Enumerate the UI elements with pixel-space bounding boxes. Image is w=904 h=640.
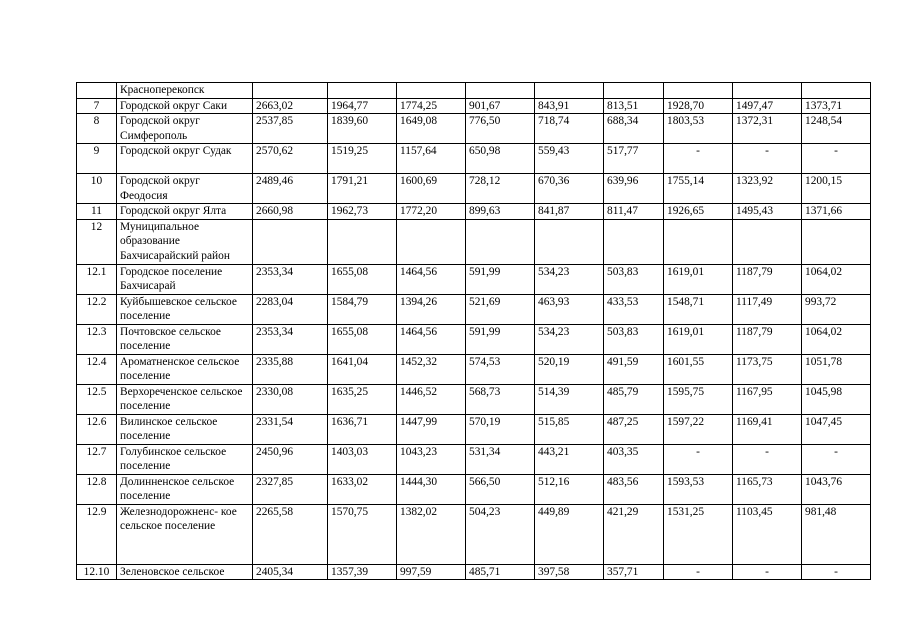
value-cell: 1248,54 [802,114,871,144]
value-cell: 1570,75 [328,504,397,564]
table-row [77,324,871,354]
value-cell: 1755,14 [664,174,733,204]
value-cell: 534,23 [535,324,604,354]
row-number-cell: 12.2 [77,294,117,324]
row-number-cell: 12.10 [77,564,117,580]
value-cell: 503,83 [604,264,664,294]
row-number-cell: 12.7 [77,444,117,474]
value-cell [397,219,466,264]
table-row [77,414,871,444]
value-cell: 1372,31 [733,114,802,144]
value-cell: 2353,34 [253,264,328,294]
value-cell: 1157,64 [397,144,466,174]
value-cell: 591,99 [466,324,535,354]
value-cell: 718,74 [535,114,604,144]
row-number-cell: 7 [77,98,117,114]
value-cell: 1117,49 [733,294,802,324]
value-cell: 997,59 [397,564,466,580]
value-cell [733,219,802,264]
value-cell: 1548,71 [664,294,733,324]
value-cell: 1403,03 [328,444,397,474]
value-cell: 1043,23 [397,444,466,474]
value-cell: 512,16 [535,474,604,504]
value-cell: 566,50 [466,474,535,504]
value-cell: 2265,58 [253,504,328,564]
value-cell: 487,25 [604,414,664,444]
value-cell: 1357,39 [328,564,397,580]
value-cell: 2660,98 [253,204,328,220]
municipality-name-cell: Городской округ Саки [117,98,253,114]
value-cell: - [733,144,802,174]
value-cell: 1600,69 [397,174,466,204]
value-cell: 1641,04 [328,354,397,384]
municipality-name-cell: Вилинское сельское поселение [117,414,253,444]
value-cell: 2663,02 [253,98,328,114]
table-row [77,264,871,294]
value-cell: 491,59 [604,354,664,384]
value-cell [535,219,604,264]
value-cell: 1045,98 [802,384,871,414]
value-cell: 403,35 [604,444,664,474]
value-cell: 1619,01 [664,264,733,294]
value-cell [802,83,871,99]
value-cell: 1774,25 [397,98,466,114]
value-cell: 981,48 [802,504,871,564]
value-cell: 1636,71 [328,414,397,444]
value-cell [664,219,733,264]
value-cell: 517,77 [604,144,664,174]
table-row [77,564,871,580]
value-cell: 1519,25 [328,144,397,174]
value-cell [397,83,466,99]
value-cell: 1371,66 [802,204,871,220]
municipality-name-cell: Зеленовское сельское [117,564,253,580]
table-row [77,294,871,324]
value-cell: 421,29 [604,504,664,564]
value-cell: 2353,34 [253,324,328,354]
value-cell: 1064,02 [802,264,871,294]
value-cell: - [664,564,733,580]
value-cell: 1446,52 [397,384,466,414]
value-cell: 2450,96 [253,444,328,474]
value-cell: 574,53 [466,354,535,384]
row-number-cell: 12.4 [77,354,117,384]
value-cell: 2283,04 [253,294,328,324]
value-cell: 449,89 [535,504,604,564]
value-cell: 503,83 [604,324,664,354]
value-cell: - [733,564,802,580]
value-cell: 531,34 [466,444,535,474]
value-cell: 2570,62 [253,144,328,174]
value-cell: 1444,30 [397,474,466,504]
value-cell: 728,12 [466,174,535,204]
value-cell: 1169,41 [733,414,802,444]
row-number-cell: 12.9 [77,504,117,564]
row-number-cell: 12.3 [77,324,117,354]
value-cell: 520,19 [535,354,604,384]
value-cell: 1584,79 [328,294,397,324]
value-cell [535,83,604,99]
value-cell: 1043,76 [802,474,871,504]
value-cell: - [802,144,871,174]
value-cell: - [664,144,733,174]
value-cell [604,219,664,264]
value-cell: 1928,70 [664,98,733,114]
value-cell: 570,19 [466,414,535,444]
municipality-name-cell: Городское поселение Бахчисарай [117,264,253,294]
table-row [77,144,871,174]
table-row [77,204,871,220]
row-number-cell: 11 [77,204,117,220]
value-cell: - [664,444,733,474]
value-cell: 650,98 [466,144,535,174]
table-body [77,83,871,580]
value-cell: 515,85 [535,414,604,444]
value-cell [328,219,397,264]
value-cell: - [733,444,802,474]
value-cell: 1187,79 [733,264,802,294]
value-cell: 1200,15 [802,174,871,204]
value-cell: 1964,77 [328,98,397,114]
row-number-cell: 12 [77,219,117,264]
value-cell: 2405,34 [253,564,328,580]
value-cell [328,83,397,99]
value-cell: 1791,21 [328,174,397,204]
value-cell: 1619,01 [664,324,733,354]
municipality-name-cell: Долинненское сельское поселение [117,474,253,504]
value-cell: 1649,08 [397,114,466,144]
municipality-name-cell: Городской округ Ялта [117,204,253,220]
row-number-cell: 12.8 [77,474,117,504]
value-cell: 463,93 [535,294,604,324]
table-row [77,384,871,414]
row-number-cell: 10 [77,174,117,204]
value-cell: 1464,56 [397,264,466,294]
value-cell: 1495,43 [733,204,802,220]
value-cell: 2537,85 [253,114,328,144]
table-row [77,114,871,144]
value-cell: 1064,02 [802,324,871,354]
value-cell: 483,56 [604,474,664,504]
value-cell [733,83,802,99]
table-row [77,83,871,99]
value-cell: 843,91 [535,98,604,114]
value-cell: 1772,20 [397,204,466,220]
municipality-name-cell: Железнодорожненс- кое сельское поселение [117,504,253,564]
municipality-name-cell: Ароматненское сельское поселение [117,354,253,384]
value-cell [664,83,733,99]
value-cell: 1531,25 [664,504,733,564]
table-row [77,504,871,564]
value-cell: 841,87 [535,204,604,220]
value-cell: 1167,95 [733,384,802,414]
value-cell: 1051,78 [802,354,871,384]
value-cell: - [802,564,871,580]
value-cell: 639,96 [604,174,664,204]
municipality-name-cell: Муниципальное образование Бахчисарайский район [117,219,253,264]
value-cell: 813,51 [604,98,664,114]
value-cell [604,83,664,99]
value-cell [466,83,535,99]
row-number-cell [77,83,117,99]
value-cell: 559,43 [535,144,604,174]
value-cell: 2327,85 [253,474,328,504]
value-cell: 1803,53 [664,114,733,144]
value-cell: 1047,45 [802,414,871,444]
value-cell: 443,21 [535,444,604,474]
value-cell: 1187,79 [733,324,802,354]
value-cell: 901,67 [466,98,535,114]
value-cell: 670,36 [535,174,604,204]
value-cell: 899,63 [466,204,535,220]
value-cell: 591,99 [466,264,535,294]
value-cell: 2330,08 [253,384,328,414]
municipality-name-cell: Куйбышевское сельское поселение [117,294,253,324]
value-cell [466,219,535,264]
value-cell: 1597,22 [664,414,733,444]
tariff-table [76,82,871,580]
value-cell: 1633,02 [328,474,397,504]
value-cell: 1962,73 [328,204,397,220]
value-cell [802,219,871,264]
value-cell: 1595,75 [664,384,733,414]
value-cell: 688,34 [604,114,664,144]
value-cell: 1452,32 [397,354,466,384]
value-cell: 1839,60 [328,114,397,144]
row-number-cell: 12.5 [77,384,117,414]
value-cell: 1323,92 [733,174,802,204]
value-cell: 1926,65 [664,204,733,220]
value-cell: 1394,26 [397,294,466,324]
value-cell: 2489,46 [253,174,328,204]
table-row [77,174,871,204]
row-number-cell: 12.1 [77,264,117,294]
value-cell: 1373,71 [802,98,871,114]
value-cell: 485,79 [604,384,664,414]
municipality-name-cell: Красноперекопск [117,83,253,99]
value-cell: 1103,45 [733,504,802,564]
value-cell: 1464,56 [397,324,466,354]
municipality-name-cell: Верхореченское сельское поселение [117,384,253,414]
value-cell [253,83,328,99]
table-row [77,444,871,474]
value-cell: 1382,02 [397,504,466,564]
value-cell: 514,39 [535,384,604,414]
value-cell: 568,73 [466,384,535,414]
value-cell: 1173,75 [733,354,802,384]
value-cell: 1655,08 [328,264,397,294]
value-cell: 433,53 [604,294,664,324]
row-number-cell: 8 [77,114,117,144]
municipality-name-cell: Городской округ Феодосия [117,174,253,204]
value-cell: 1447,99 [397,414,466,444]
table-row [77,219,871,264]
value-cell [253,219,328,264]
value-cell: - [802,444,871,474]
value-cell: 504,23 [466,504,535,564]
municipality-name-cell: Голубинское сельское поселение [117,444,253,474]
municipality-name-cell: Почтовское сельское поселение [117,324,253,354]
row-number-cell: 9 [77,144,117,174]
municipality-name-cell: Городской округ Судак [117,144,253,174]
value-cell: 534,23 [535,264,604,294]
table-row [77,98,871,114]
table-row [77,354,871,384]
value-cell: 1593,53 [664,474,733,504]
row-number-cell: 12.6 [77,414,117,444]
table-row [77,474,871,504]
value-cell: 1601,55 [664,354,733,384]
municipality-name-cell: Городской округ Симферополь [117,114,253,144]
value-cell: 485,71 [466,564,535,580]
value-cell: 1655,08 [328,324,397,354]
value-cell: 521,69 [466,294,535,324]
value-cell: 1635,25 [328,384,397,414]
value-cell: 357,71 [604,564,664,580]
value-cell: 1497,47 [733,98,802,114]
value-cell: 1165,73 [733,474,802,504]
value-cell: 2335,88 [253,354,328,384]
value-cell: 993,72 [802,294,871,324]
value-cell: 397,58 [535,564,604,580]
value-cell: 2331,54 [253,414,328,444]
value-cell: 811,47 [604,204,664,220]
value-cell: 776,50 [466,114,535,144]
